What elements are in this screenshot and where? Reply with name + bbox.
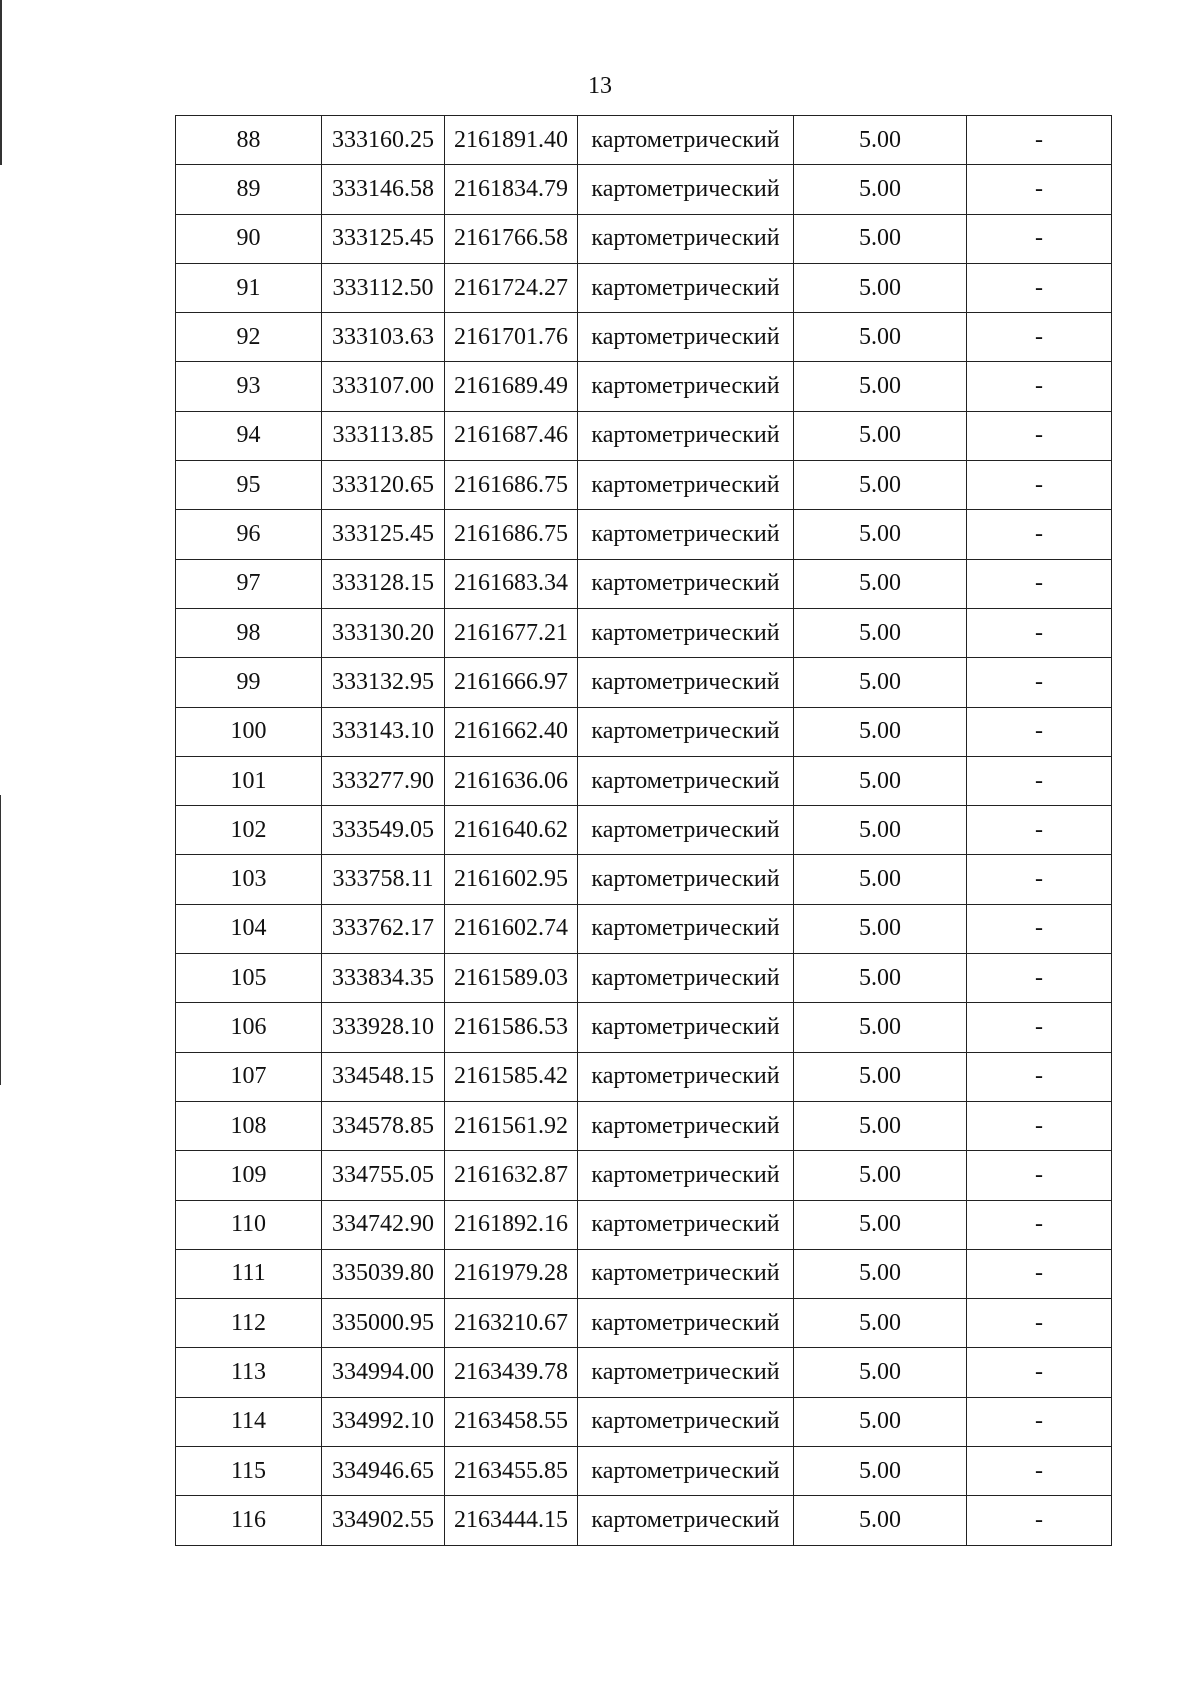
accuracy-cell: 5.00 (794, 1003, 967, 1052)
table-row (176, 1447, 1112, 1496)
accuracy-cell: 5.00 (794, 461, 967, 510)
x-coordinate-cell: 333277.90 (322, 756, 445, 805)
y-coordinate-cell: 2161589.03 (445, 954, 578, 1003)
note-cell: - (967, 954, 1112, 1003)
point-number-cell: 113 (176, 1348, 322, 1397)
y-coordinate-cell: 2161632.87 (445, 1151, 578, 1200)
x-coordinate-cell: 333160.25 (322, 116, 445, 165)
method-cell: картометрический (578, 1397, 794, 1446)
x-coordinate-cell: 333549.05 (322, 806, 445, 855)
x-coordinate-cell: 333125.45 (322, 510, 445, 559)
accuracy-cell: 5.00 (794, 658, 967, 707)
y-coordinate-cell: 2161636.06 (445, 756, 578, 805)
y-coordinate-cell: 2161892.16 (445, 1200, 578, 1249)
point-number-cell: 88 (176, 116, 322, 165)
x-coordinate-cell: 333130.20 (322, 608, 445, 657)
y-coordinate-cell: 2161724.27 (445, 263, 578, 312)
table-row (176, 806, 1112, 855)
table-row (176, 461, 1112, 510)
accuracy-cell: 5.00 (794, 510, 967, 559)
method-cell: картометрический (578, 1496, 794, 1545)
x-coordinate-cell: 334578.85 (322, 1101, 445, 1150)
y-coordinate-cell: 2161640.62 (445, 806, 578, 855)
table-row (176, 954, 1112, 1003)
x-coordinate-cell: 334992.10 (322, 1397, 445, 1446)
accuracy-cell: 5.00 (794, 313, 967, 362)
method-cell: картометрический (578, 263, 794, 312)
table-row (176, 756, 1112, 805)
method-cell: картометрический (578, 559, 794, 608)
table-body (176, 116, 1112, 1546)
method-cell: картометрический (578, 362, 794, 411)
point-number-cell: 108 (176, 1101, 322, 1150)
x-coordinate-cell: 333143.10 (322, 707, 445, 756)
note-cell: - (967, 1200, 1112, 1249)
accuracy-cell: 5.00 (794, 362, 967, 411)
point-number-cell: 95 (176, 461, 322, 510)
accuracy-cell: 5.00 (794, 904, 967, 953)
x-coordinate-cell: 333103.63 (322, 313, 445, 362)
accuracy-cell: 5.00 (794, 214, 967, 263)
coordinates-table (175, 115, 1112, 1546)
method-cell: картометрический (578, 756, 794, 805)
point-number-cell: 101 (176, 756, 322, 805)
y-coordinate-cell: 2161586.53 (445, 1003, 578, 1052)
point-number-cell: 100 (176, 707, 322, 756)
point-number-cell: 115 (176, 1447, 322, 1496)
method-cell: картометрический (578, 1447, 794, 1496)
note-cell: - (967, 313, 1112, 362)
note-cell: - (967, 1348, 1112, 1397)
point-number-cell: 93 (176, 362, 322, 411)
method-cell: картометрический (578, 1299, 794, 1348)
y-coordinate-cell: 2161602.74 (445, 904, 578, 953)
note-cell: - (967, 1101, 1112, 1150)
y-coordinate-cell: 2161689.49 (445, 362, 578, 411)
x-coordinate-cell: 335039.80 (322, 1249, 445, 1298)
accuracy-cell: 5.00 (794, 756, 967, 805)
method-cell: картометрический (578, 510, 794, 559)
accuracy-cell: 5.00 (794, 1200, 967, 1249)
table-row (176, 1348, 1112, 1397)
note-cell: - (967, 510, 1112, 559)
method-cell: картометрический (578, 904, 794, 953)
table-row (176, 1101, 1112, 1150)
y-coordinate-cell: 2161666.97 (445, 658, 578, 707)
table-row (176, 165, 1112, 214)
point-number-cell: 91 (176, 263, 322, 312)
x-coordinate-cell: 333132.95 (322, 658, 445, 707)
accuracy-cell: 5.00 (794, 116, 967, 165)
x-coordinate-cell: 333112.50 (322, 263, 445, 312)
note-cell: - (967, 559, 1112, 608)
y-coordinate-cell: 2161686.75 (445, 510, 578, 559)
table-row (176, 1003, 1112, 1052)
x-coordinate-cell: 333146.58 (322, 165, 445, 214)
note-cell: - (967, 1496, 1112, 1545)
note-cell: - (967, 362, 1112, 411)
table-row (176, 313, 1112, 362)
accuracy-cell: 5.00 (794, 1101, 967, 1150)
point-number-cell: 106 (176, 1003, 322, 1052)
x-coordinate-cell: 333113.85 (322, 411, 445, 460)
note-cell: - (967, 461, 1112, 510)
point-number-cell: 90 (176, 214, 322, 263)
method-cell: картометрический (578, 411, 794, 460)
point-number-cell: 92 (176, 313, 322, 362)
x-coordinate-cell: 335000.95 (322, 1299, 445, 1348)
note-cell: - (967, 1052, 1112, 1101)
y-coordinate-cell: 2163458.55 (445, 1397, 578, 1446)
table-row (176, 1249, 1112, 1298)
accuracy-cell: 5.00 (794, 1496, 967, 1545)
note-cell: - (967, 411, 1112, 460)
note-cell: - (967, 1397, 1112, 1446)
accuracy-cell: 5.00 (794, 1151, 967, 1200)
method-cell: картометрический (578, 855, 794, 904)
method-cell: картометрический (578, 658, 794, 707)
accuracy-cell: 5.00 (794, 707, 967, 756)
note-cell: - (967, 855, 1112, 904)
y-coordinate-cell: 2163455.85 (445, 1447, 578, 1496)
point-number-cell: 109 (176, 1151, 322, 1200)
point-number-cell: 110 (176, 1200, 322, 1249)
note-cell: - (967, 608, 1112, 657)
y-coordinate-cell: 2161701.76 (445, 313, 578, 362)
table-row (176, 116, 1112, 165)
note-cell: - (967, 1299, 1112, 1348)
method-cell: картометрический (578, 1151, 794, 1200)
note-cell: - (967, 165, 1112, 214)
x-coordinate-cell: 333125.45 (322, 214, 445, 263)
x-coordinate-cell: 333120.65 (322, 461, 445, 510)
note-cell: - (967, 1003, 1112, 1052)
method-cell: картометрический (578, 214, 794, 263)
table-row (176, 1200, 1112, 1249)
method-cell: картометрический (578, 116, 794, 165)
x-coordinate-cell: 334902.55 (322, 1496, 445, 1545)
method-cell: картометрический (578, 1200, 794, 1249)
table-row (176, 1397, 1112, 1446)
accuracy-cell: 5.00 (794, 1249, 967, 1298)
x-coordinate-cell: 333762.17 (322, 904, 445, 953)
table-row (176, 1496, 1112, 1545)
method-cell: картометрический (578, 806, 794, 855)
table-row (176, 1052, 1112, 1101)
y-coordinate-cell: 2161686.75 (445, 461, 578, 510)
method-cell: картометрический (578, 461, 794, 510)
point-number-cell: 116 (176, 1496, 322, 1545)
point-number-cell: 97 (176, 559, 322, 608)
y-coordinate-cell: 2161662.40 (445, 707, 578, 756)
note-cell: - (967, 1249, 1112, 1298)
x-coordinate-cell: 334994.00 (322, 1348, 445, 1397)
note-cell: - (967, 263, 1112, 312)
point-number-cell: 105 (176, 954, 322, 1003)
accuracy-cell: 5.00 (794, 165, 967, 214)
x-coordinate-cell: 334946.65 (322, 1447, 445, 1496)
table-row (176, 608, 1112, 657)
y-coordinate-cell: 2161979.28 (445, 1249, 578, 1298)
table-row (176, 707, 1112, 756)
accuracy-cell: 5.00 (794, 411, 967, 460)
point-number-cell: 111 (176, 1249, 322, 1298)
y-coordinate-cell: 2161602.95 (445, 855, 578, 904)
note-cell: - (967, 756, 1112, 805)
x-coordinate-cell: 333834.35 (322, 954, 445, 1003)
method-cell: картометрический (578, 707, 794, 756)
point-number-cell: 103 (176, 855, 322, 904)
table-row (176, 1151, 1112, 1200)
note-cell: - (967, 1151, 1112, 1200)
accuracy-cell: 5.00 (794, 1447, 967, 1496)
y-coordinate-cell: 2161766.58 (445, 214, 578, 263)
x-coordinate-cell: 333928.10 (322, 1003, 445, 1052)
scan-edge-mark-middle (0, 795, 1, 1085)
x-coordinate-cell: 333758.11 (322, 855, 445, 904)
method-cell: картометрический (578, 313, 794, 362)
point-number-cell: 99 (176, 658, 322, 707)
y-coordinate-cell: 2163210.67 (445, 1299, 578, 1348)
table-row (176, 263, 1112, 312)
page-number: 13 (588, 73, 612, 99)
accuracy-cell: 5.00 (794, 954, 967, 1003)
method-cell: картометрический (578, 1348, 794, 1397)
x-coordinate-cell: 334755.05 (322, 1151, 445, 1200)
table-row (176, 658, 1112, 707)
accuracy-cell: 5.00 (794, 1397, 967, 1446)
note-cell: - (967, 1447, 1112, 1496)
point-number-cell: 89 (176, 165, 322, 214)
accuracy-cell: 5.00 (794, 559, 967, 608)
x-coordinate-cell: 333128.15 (322, 559, 445, 608)
y-coordinate-cell: 2161677.21 (445, 608, 578, 657)
point-number-cell: 114 (176, 1397, 322, 1446)
point-number-cell: 98 (176, 608, 322, 657)
accuracy-cell: 5.00 (794, 1299, 967, 1348)
accuracy-cell: 5.00 (794, 1052, 967, 1101)
point-number-cell: 96 (176, 510, 322, 559)
table-row (176, 1299, 1112, 1348)
point-number-cell: 112 (176, 1299, 322, 1348)
accuracy-cell: 5.00 (794, 608, 967, 657)
accuracy-cell: 5.00 (794, 263, 967, 312)
method-cell: картометрический (578, 1003, 794, 1052)
table-row (176, 904, 1112, 953)
note-cell: - (967, 116, 1112, 165)
table-row (176, 559, 1112, 608)
y-coordinate-cell: 2163444.15 (445, 1496, 578, 1545)
note-cell: - (967, 658, 1112, 707)
y-coordinate-cell: 2161585.42 (445, 1052, 578, 1101)
note-cell: - (967, 806, 1112, 855)
table-row (176, 510, 1112, 559)
point-number-cell: 104 (176, 904, 322, 953)
method-cell: картометрический (578, 608, 794, 657)
y-coordinate-cell: 2161687.46 (445, 411, 578, 460)
method-cell: картометрический (578, 1101, 794, 1150)
x-coordinate-cell: 333107.00 (322, 362, 445, 411)
method-cell: картометрический (578, 954, 794, 1003)
note-cell: - (967, 904, 1112, 953)
y-coordinate-cell: 2161891.40 (445, 116, 578, 165)
method-cell: картометрический (578, 1249, 794, 1298)
table-row (176, 214, 1112, 263)
note-cell: - (967, 707, 1112, 756)
table-row (176, 362, 1112, 411)
table-row (176, 411, 1112, 460)
y-coordinate-cell: 2161683.34 (445, 559, 578, 608)
point-number-cell: 94 (176, 411, 322, 460)
method-cell: картометрический (578, 1052, 794, 1101)
note-cell: - (967, 214, 1112, 263)
table-row (176, 855, 1112, 904)
x-coordinate-cell: 334742.90 (322, 1200, 445, 1249)
accuracy-cell: 5.00 (794, 855, 967, 904)
point-number-cell: 102 (176, 806, 322, 855)
y-coordinate-cell: 2161834.79 (445, 165, 578, 214)
y-coordinate-cell: 2163439.78 (445, 1348, 578, 1397)
method-cell: картометрический (578, 165, 794, 214)
x-coordinate-cell: 334548.15 (322, 1052, 445, 1101)
accuracy-cell: 5.00 (794, 1348, 967, 1397)
accuracy-cell: 5.00 (794, 806, 967, 855)
point-number-cell: 107 (176, 1052, 322, 1101)
y-coordinate-cell: 2161561.92 (445, 1101, 578, 1150)
